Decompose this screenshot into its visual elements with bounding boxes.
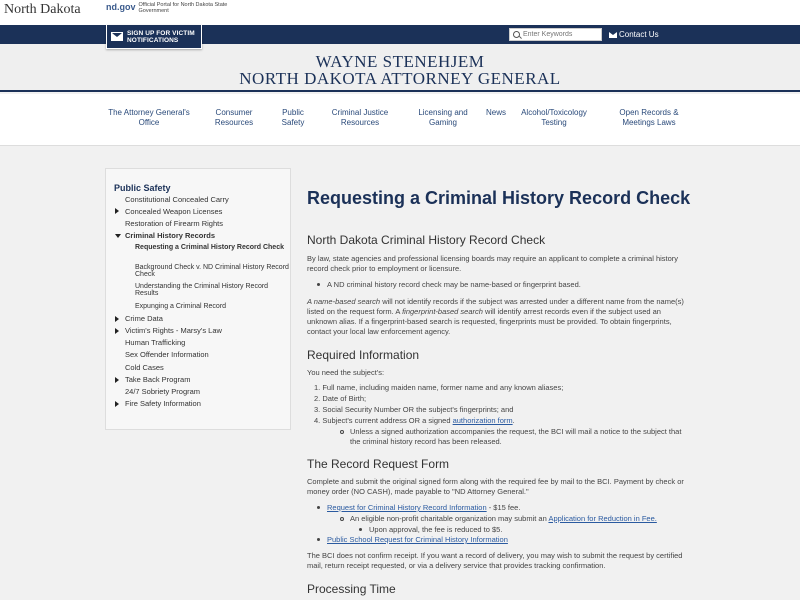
search-types-text: will not identify records if the subject was arrested under a different name from the name(s) listed on the request form. A xyxy=(307,297,684,316)
header-name[interactable]: WAYNE STENEHJEM xyxy=(315,52,485,71)
required-item-address-text: 4. Subject's current address OR a signed xyxy=(314,416,453,425)
header-office[interactable]: NORTH DAKOTA ATTORNEY GENERAL xyxy=(239,69,561,88)
caret-right-icon xyxy=(115,328,119,334)
nav-alcohol-toxicology-testing[interactable]: Alcohol/Toxicology Testing xyxy=(521,108,587,127)
sidebar-sub-understanding-results[interactable]: Understanding the Criminal History Record Results xyxy=(135,283,269,297)
sidebar-item-restoration-firearm-rights[interactable]: Restoration of Firearm Rights xyxy=(125,219,223,228)
nav-criminal-justice-resources[interactable]: Criminal Justice Resources xyxy=(331,108,389,127)
section-heading-processing-time: Processing Time xyxy=(307,582,396,596)
reduction-in-fee-link[interactable]: Application for Reduction in Fee. xyxy=(548,514,657,523)
section-heading-required-information: Required Information xyxy=(307,348,420,362)
sidebar-item-concealed-weapon-licenses[interactable]: Concealed Weapon Licenses xyxy=(125,207,223,216)
subbullet-text: Unless a signed authorization accompanies the request, the BCI will mail a notice to the subject that the criminal history record has been released. xyxy=(350,427,682,446)
required-item-ssn: 3. Social Security Number OR the subject's fingerprints; and xyxy=(314,405,514,414)
bullet-text: A ND criminal history record check may be name-based or fingerprint based. xyxy=(327,280,581,289)
sidebar-sub-requesting-record-check[interactable]: Requesting a Criminal History Record Check xyxy=(135,244,284,251)
victim-notification-button[interactable] xyxy=(106,25,202,49)
bullet-request-form-text xyxy=(327,503,520,512)
subbullet-non-profit-text xyxy=(350,514,690,524)
nav-consumer-resources[interactable]: Consumer Resources xyxy=(214,108,254,127)
nav-news[interactable]: News xyxy=(485,108,506,117)
caret-right-icon xyxy=(115,208,119,214)
bullet-square xyxy=(359,528,362,531)
paragraph-submit-form: Complete and submit the original signed form along with the required fee by mail to the BCI. Payment by check or money order (NO CASH), made payable to "ND Attorney General." xyxy=(307,477,684,496)
sidebar-item-cold-cases[interactable]: Cold Cases xyxy=(125,363,164,372)
nav-attorney-generals-office[interactable]: The Attorney General's Office xyxy=(108,108,190,127)
ndgov-logo: nd.gov xyxy=(106,2,136,12)
sidebar-item-human-trafficking[interactable]: Human Trafficking xyxy=(125,338,186,347)
ndgov-portal[interactable] xyxy=(106,2,234,14)
sidebar-title[interactable]: Public Safety xyxy=(114,183,171,193)
envelope-icon xyxy=(111,32,123,41)
bullet-public-school-text xyxy=(327,535,508,544)
bullet-circle xyxy=(340,430,344,434)
subbullet-non-profit xyxy=(340,514,690,524)
ndgov-tagline: Official Portal for North Dakota State Government xyxy=(138,2,228,14)
name-based-search-term: A name-based search xyxy=(307,297,381,306)
caret-down-icon xyxy=(115,234,121,238)
sidebar-sub-expunging-record[interactable]: Expunging a Criminal Record xyxy=(135,303,227,310)
required-item-address xyxy=(314,416,515,425)
sidebar-item-sobriety-program[interactable]: 24/7 Sobriety Program xyxy=(125,387,201,396)
search-box[interactable] xyxy=(509,28,602,41)
nav-open-records[interactable]: Open Records & Meetings Laws xyxy=(619,108,679,127)
paragraph-search-types xyxy=(307,297,692,337)
paragraph-delivery: The BCI does not confirm receipt. If you want a record of delivery, you may wish to submit the request by certified mail, return receipt requested, or via a delivery service that provides tracking confirmation. xyxy=(307,551,683,570)
paragraph-you-need: You need the subject's: xyxy=(307,368,385,377)
bullet-circle xyxy=(340,517,344,521)
fee-reduced-text: Upon approval, the fee is reduced to $5. xyxy=(369,525,503,534)
page-title: Requesting a Criminal History Record Check xyxy=(307,188,691,208)
contact-us-link[interactable] xyxy=(609,30,659,39)
search-types-text-end: will identify arrest records even if the subject used an unknown alias. If a fingerprint-based search is requested, fingerprints must be provided. To obtain fingerprints, contact your local law enforcement agency. xyxy=(307,307,672,336)
contact-us-label: Contact Us xyxy=(619,30,659,39)
required-item-date-of-birth: 2. Date of Birth; xyxy=(314,394,367,403)
caret-right-icon xyxy=(115,401,119,407)
sidebar-item-crime-data[interactable]: Crime Data xyxy=(125,314,163,323)
victim-notification-label: SIGN UP FOR VICTIM NOTIFICATIONS xyxy=(127,29,195,44)
caret-right-icon xyxy=(115,377,119,383)
fingerprint-based-search-term: fingerprint-based search xyxy=(402,307,483,316)
request-criminal-history-link[interactable]: Request for Criminal History Record Information xyxy=(327,503,487,512)
nav-licensing-and-gaming[interactable]: Licensing and Gaming xyxy=(418,108,468,127)
authorization-form-link[interactable]: authorization form xyxy=(452,416,513,425)
sidebar-item-take-back-program[interactable]: Take Back Program xyxy=(125,375,191,384)
search-input[interactable] xyxy=(523,31,603,38)
request-fee-text: - $15 fee. xyxy=(486,503,521,512)
search-icon xyxy=(513,31,520,38)
sidebar-item-sex-offender-information[interactable]: Sex Offender Information xyxy=(125,350,209,359)
caret-right-icon xyxy=(115,316,119,322)
sidebar-sub-background-check[interactable]: Background Check v. ND Criminal History Record Check xyxy=(135,264,289,278)
sidebar-item-fire-safety-information[interactable]: Fire Safety Information xyxy=(125,399,201,408)
public-school-request-link[interactable]: Public School Request for Criminal History Information xyxy=(327,535,508,544)
mail-icon xyxy=(609,32,617,38)
required-item-address-end: . xyxy=(512,416,515,425)
paragraph-intro: By law, state agencies and professional licensing boards may require an applicant to complete a criminal history record check prior to employment or licensure. xyxy=(307,254,679,273)
section-heading-record-check: North Dakota Criminal History Record Check xyxy=(307,233,546,247)
sidebar-item-constitutional-concealed-carry[interactable]: Constitutional Concealed Carry xyxy=(125,195,229,204)
section-heading-record-request-form: The Record Request Form xyxy=(307,457,450,471)
sidebar-item-victims-rights[interactable]: Victim's Rights - Marsy's Law xyxy=(125,326,222,335)
bullet-dot xyxy=(317,283,320,286)
nav-public-safety[interactable]: Public Safety xyxy=(281,108,305,127)
non-profit-text: An eligible non-profit charitable organization may submit an xyxy=(350,514,549,523)
subbullet-signed-authorization xyxy=(340,427,690,447)
state-brand[interactable]: North Dakota xyxy=(4,2,81,17)
bullet-dot xyxy=(317,538,320,541)
required-item-full-name: 1. Full name, including maiden name, former name and any known aliases; xyxy=(314,383,564,392)
bullet-dot xyxy=(317,506,320,509)
sidebar-item-criminal-history-records[interactable]: Criminal History Records xyxy=(125,231,216,240)
